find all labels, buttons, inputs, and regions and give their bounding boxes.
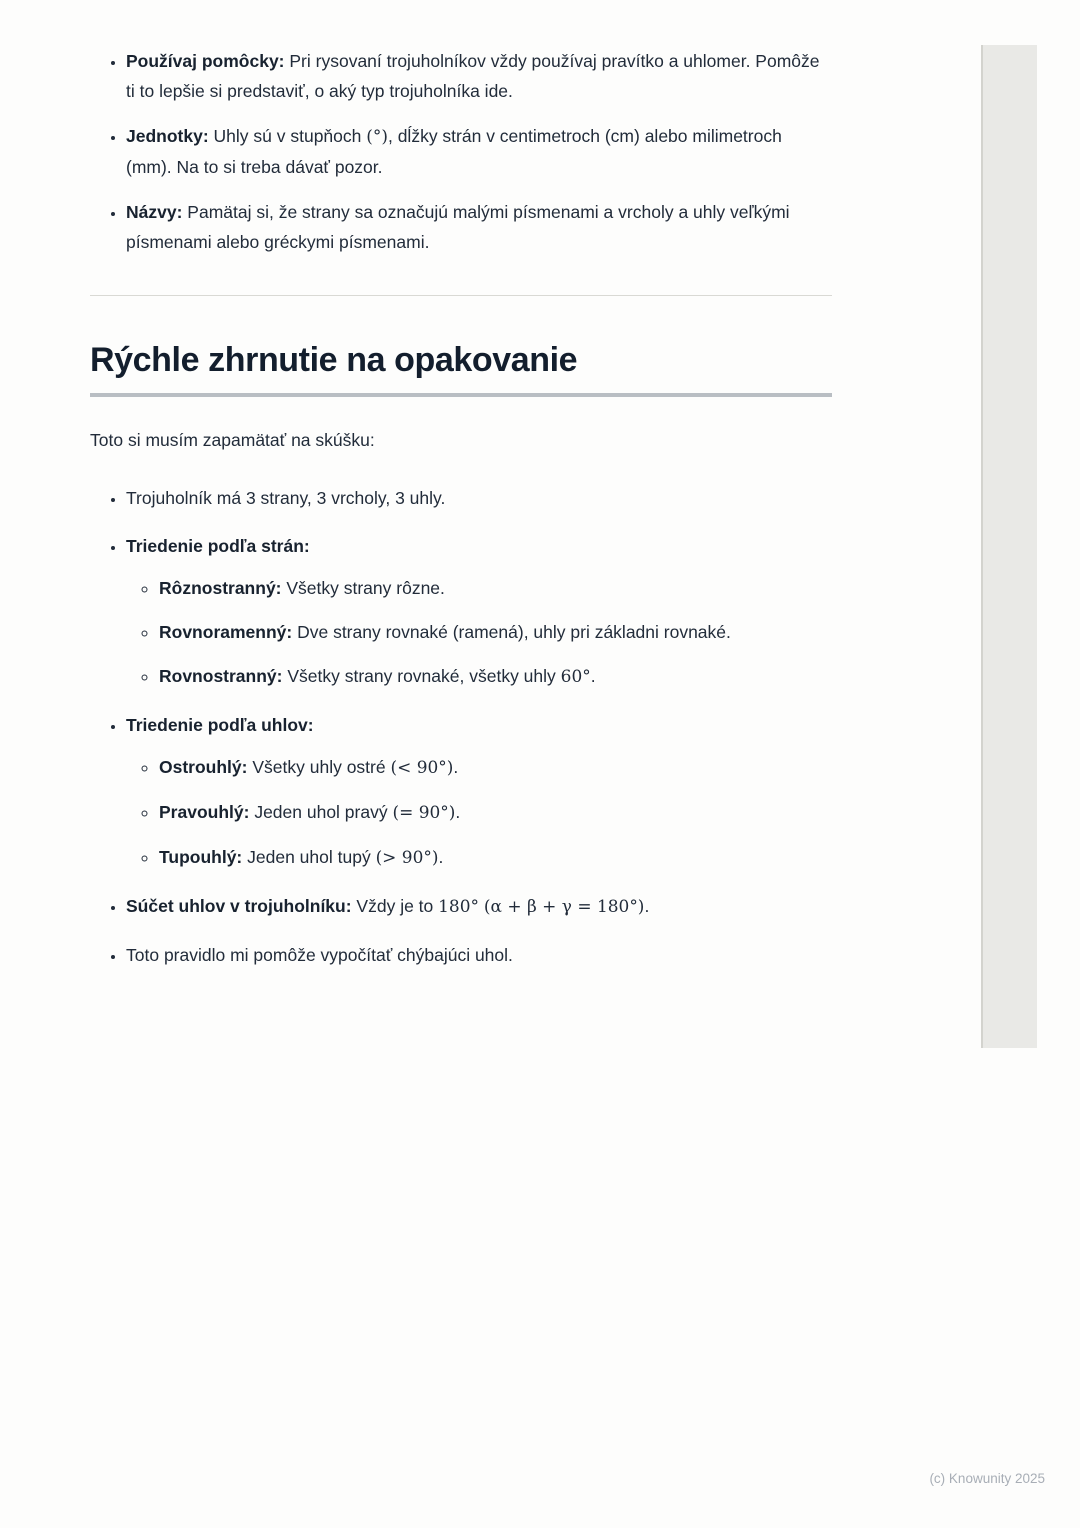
list-item-text: Triedenie podľa strán: bbox=[126, 536, 310, 556]
list-item bbox=[159, 617, 832, 647]
list-item-text: Rôznostranný: Všetky strany rôzne. bbox=[159, 578, 445, 598]
list-item bbox=[126, 531, 832, 692]
list-item bbox=[126, 197, 832, 257]
intro-paragraph: Toto si musím zapamätať na skúšku: bbox=[90, 430, 375, 450]
list-item bbox=[159, 842, 832, 873]
tips-list bbox=[90, 46, 832, 257]
list-item-text: Ostrouhlý: Všetky uhly ostré (< 90°). bbox=[159, 757, 459, 778]
list-item-text: Pravouhlý: Jeden uhol pravý (= 90°). bbox=[159, 802, 461, 823]
list-item-text: Triedenie podľa uhlov: bbox=[126, 715, 314, 735]
list-item bbox=[159, 661, 832, 692]
list-item bbox=[126, 940, 832, 970]
list-item-text: Rovnoramenný: Dve strany rovnaké (ramená), uhly pri základni rovnaké. bbox=[159, 622, 731, 642]
section-heading: Rýchle zhrnutie na opakovanie bbox=[90, 341, 578, 379]
footer-copyright: (c) Knowunity 2025 bbox=[929, 1471, 1045, 1486]
page-edge-strip bbox=[981, 45, 1037, 1048]
list-item bbox=[126, 121, 832, 182]
summary-list bbox=[90, 483, 832, 970]
list-item-text: Rovnostranný: Všetky strany rovnaké, všetky uhly 60°. bbox=[159, 666, 596, 687]
sub-list-sides bbox=[126, 573, 832, 692]
list-item bbox=[159, 797, 832, 828]
section-divider bbox=[90, 295, 832, 296]
list-item bbox=[126, 46, 832, 106]
list-item-text: Trojuholník má 3 strany, 3 vrcholy, 3 uhly. bbox=[126, 488, 446, 508]
list-item-text: Tupouhlý: Jeden uhol tupý (> 90°). bbox=[159, 847, 444, 868]
list-item-text: Používaj pomôcky: Pri rysovaní trojuholníkov vždy používaj pravítko a uhlomer. Pomôže ti to lepšie si predstaviť, o aký typ trojuholníka ide. bbox=[126, 51, 820, 101]
content-area bbox=[90, 46, 832, 988]
list-item bbox=[126, 710, 832, 873]
list-item-text: Názvy: Pamätaj si, že strany sa označujú malými písmenami a vrcholy a uhly veľkými písmenami alebo gréckymi písmenami. bbox=[126, 202, 790, 252]
list-item bbox=[159, 752, 832, 783]
list-item bbox=[126, 483, 832, 513]
heading-rule bbox=[90, 393, 832, 397]
list-item-text: Toto pravidlo mi pomôže vypočítať chýbajúci uhol. bbox=[126, 945, 513, 965]
list-item bbox=[159, 573, 832, 603]
list-item-text: Súčet uhlov v trojuholníku: Vždy je to 180° (α + β + γ = 180°). bbox=[126, 896, 650, 917]
list-item bbox=[126, 891, 832, 922]
sub-list-angles bbox=[126, 752, 832, 873]
list-item-text: Jednotky: Uhly sú v stupňoch (°), dĺžky strán v centimetroch (cm) alebo milimetroch (mm). Na to si treba dávať pozor. bbox=[126, 126, 782, 177]
